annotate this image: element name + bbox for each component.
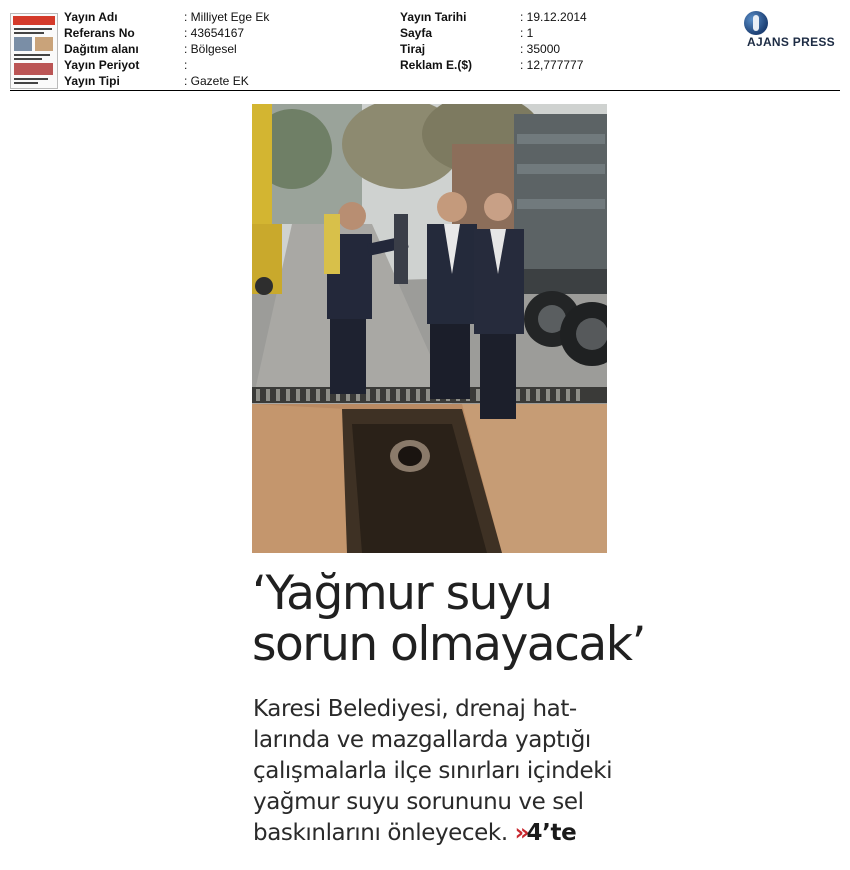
body-line: baskınlarını önleyecek. (253, 820, 508, 846)
field-value: : 12,777777 (520, 58, 584, 72)
field-value: : 43654167 (184, 26, 245, 40)
field-label: Tiraj (400, 42, 426, 56)
field-label: Dağıtım alanı (64, 42, 139, 56)
field-value: : 1 (520, 26, 534, 40)
headline-line: sorun olmayacak’ (252, 617, 645, 672)
field-value: : Bölgesel (184, 42, 237, 56)
continuation-arrow-icon: » (514, 820, 527, 846)
header-divider (10, 90, 840, 91)
field-value: : 19.12.2014 (520, 10, 587, 24)
field-value: : (184, 58, 188, 72)
field-label: Sayfa (400, 26, 433, 40)
meta-left-labels (64, 9, 139, 89)
body-line: çalışmalarla ilçe sınırları içindeki (253, 758, 613, 784)
ajans-press-logo (744, 11, 840, 51)
field-label: Referans No (64, 26, 135, 40)
body-line: larında ve mazgallarda yaptığı (253, 727, 591, 753)
article-body (253, 694, 623, 849)
article-photo (252, 104, 607, 553)
field-label: Reklam E.($) (400, 58, 473, 72)
continuation-page: 4’te (526, 820, 577, 846)
field-label: Yayın Tipi (64, 74, 120, 88)
field-label: Yayın Adı (64, 10, 118, 24)
field-label: Yayın Periyot (64, 58, 140, 72)
field-label: Yayın Tarihi (400, 10, 467, 24)
field-value: : 35000 (520, 42, 561, 56)
field-value: : Milliyet Ege Ek (184, 10, 270, 24)
body-line: Karesi Belediyesi, drenaj hat- (253, 696, 577, 722)
logo-text: AJANS PRESS (747, 35, 835, 49)
field-value: : Gazete EK (184, 74, 249, 88)
meta-right-values (520, 9, 587, 73)
meta-right-labels (400, 9, 472, 73)
globe-icon (744, 11, 768, 35)
body-line-last (253, 818, 623, 849)
article-headline (252, 566, 645, 672)
newspaper-thumbnail (10, 13, 58, 89)
headline-line: ‘Yağmur suyu (252, 566, 552, 621)
body-line: yağmur suyu sorununu ve sel (253, 789, 584, 815)
meta-left-values (184, 9, 269, 89)
